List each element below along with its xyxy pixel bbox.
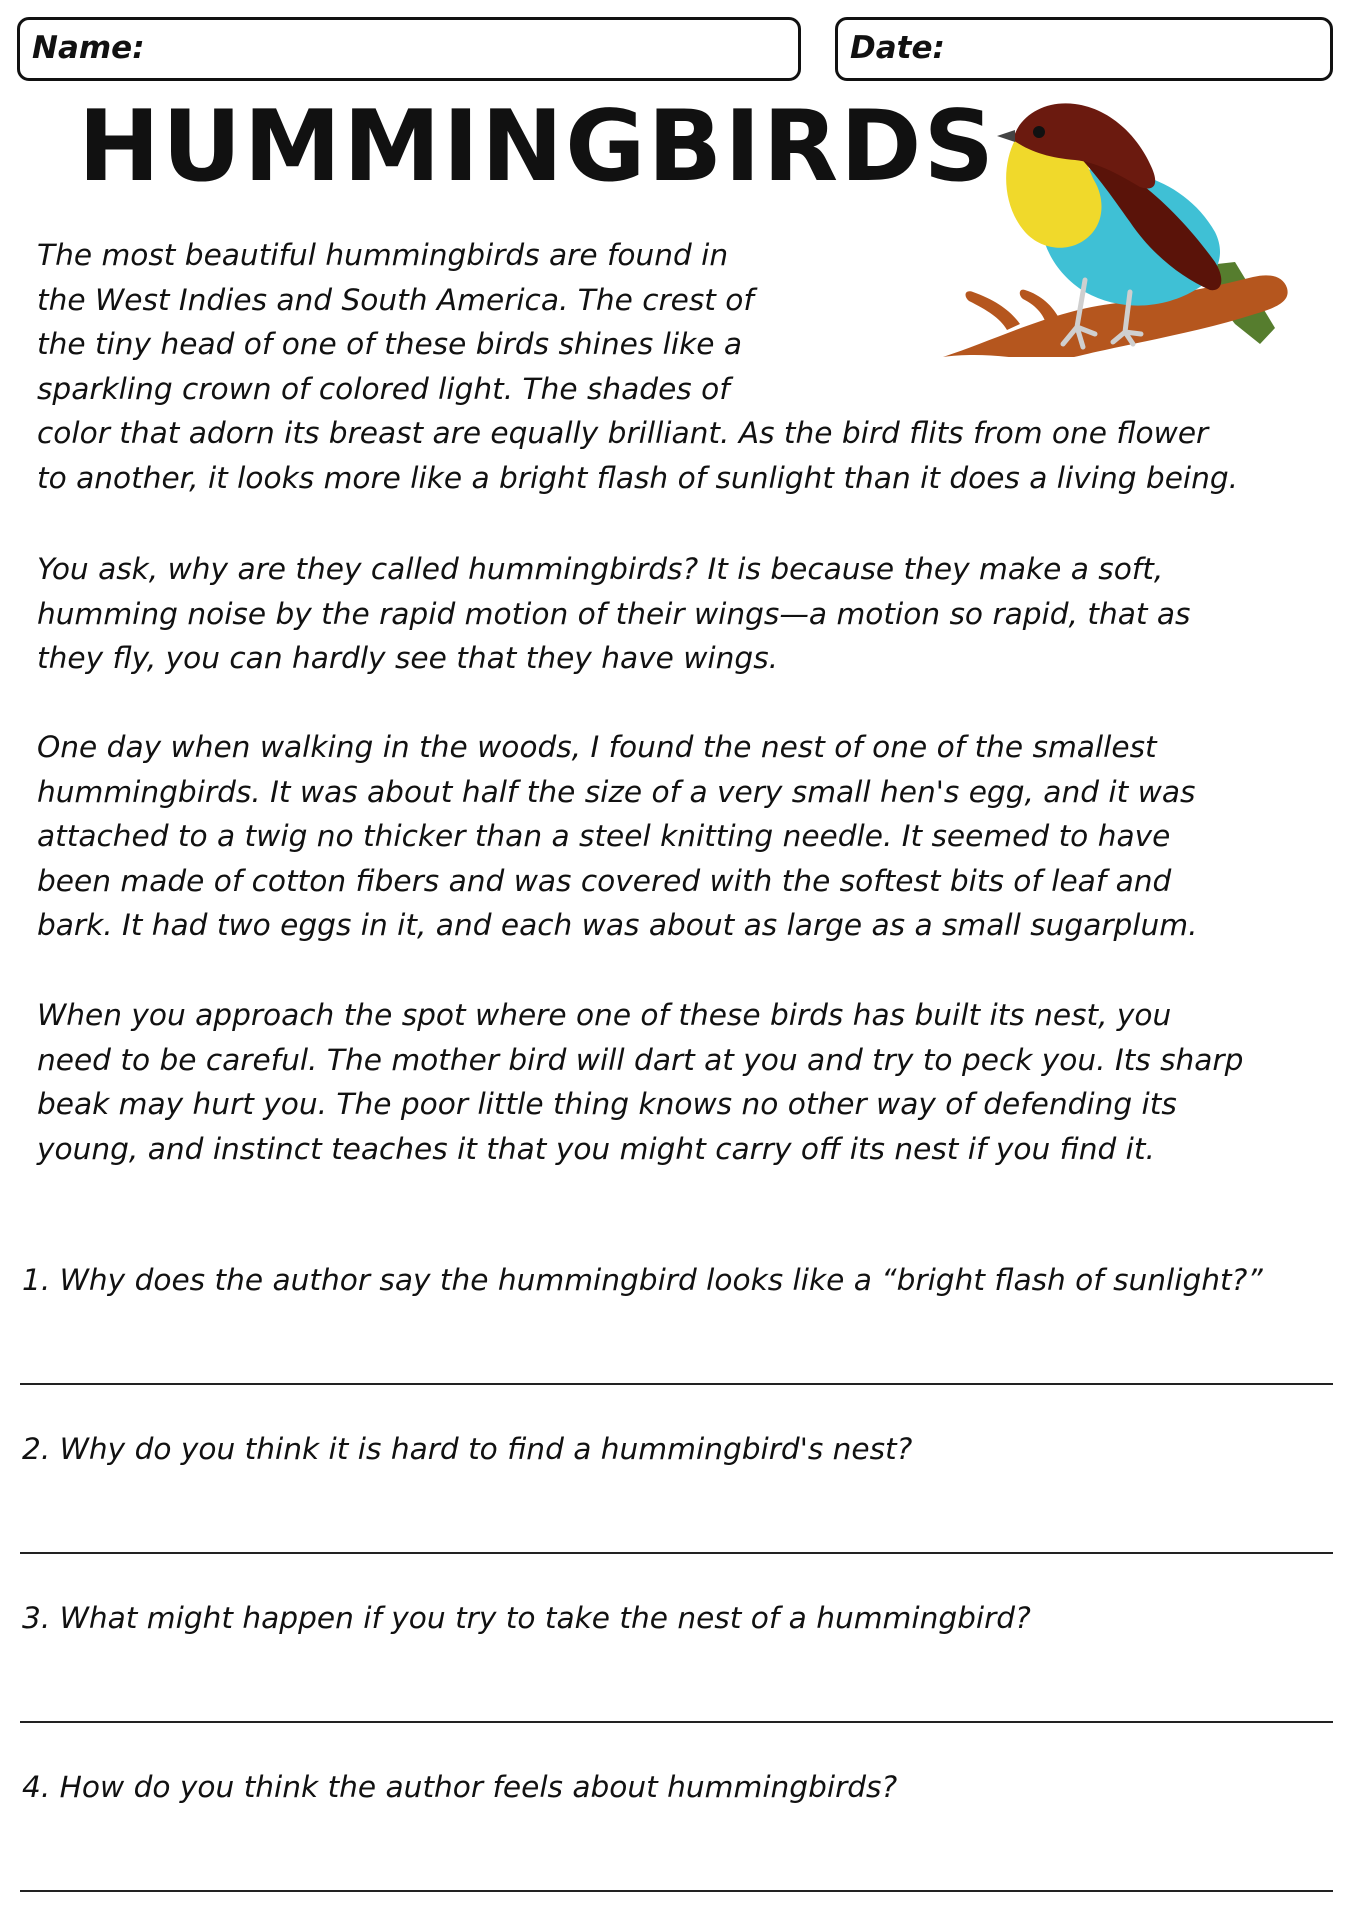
date-field[interactable] bbox=[835, 17, 1333, 81]
worksheet-title: HUMMINGBIRDS bbox=[78, 90, 997, 204]
question-4: 4. How do you think the author feels about hummingbirds? bbox=[22, 1770, 898, 1804]
question-3: 3. What might happen if you try to take the nest of a hummingbird? bbox=[22, 1601, 1031, 1635]
text-line: When you approach the spot where one of these birds has built its nest, you bbox=[37, 998, 1172, 1032]
text-line: sparkling crown of colored light. The shades of bbox=[37, 371, 730, 406]
text-line: color that adorn its breast are equally brilliant. As the bird flits from one flower bbox=[37, 416, 1209, 450]
question-2: 2. Why do you think it is hard to find a hummingbird's nest? bbox=[22, 1432, 913, 1466]
answer-line-1[interactable] bbox=[20, 1383, 1333, 1385]
text-line: The most beautiful hummingbirds are found in bbox=[37, 238, 729, 272]
passage-paragraph-2 bbox=[37, 547, 1190, 681]
name-label: Name: bbox=[32, 30, 145, 66]
text-line: the tiny head of one of these birds shines like a bbox=[37, 327, 743, 361]
name-field[interactable] bbox=[17, 17, 801, 81]
answer-line-2[interactable] bbox=[20, 1552, 1333, 1554]
passage-paragraph-3 bbox=[37, 725, 1198, 948]
bird-beak bbox=[997, 130, 1015, 142]
question-1: 1. Why does the author say the hummingbird looks like a “bright flash of sunlight?” bbox=[22, 1263, 1263, 1297]
text-line: attached to a twig no thicker than a steel knitting needle. It seemed to have bbox=[37, 819, 1171, 853]
text-line: beak may hurt you. The poor little thing knows no other way of defending its bbox=[37, 1087, 1177, 1121]
text-line: need to be careful. The mother bird will dart at you and try to peck you. Its sharp bbox=[37, 1042, 1244, 1077]
text-line: been made of cotton fibers and was covered with the softest bits of leaf and bbox=[37, 863, 1172, 898]
answer-line-3[interactable] bbox=[20, 1721, 1333, 1723]
text-line: humming noise by the rapid motion of their wings—a motion so rapid, that as bbox=[37, 596, 1191, 631]
text-line: to another, it looks more like a bright flash of sunlight than it does a living being. bbox=[37, 460, 1239, 495]
text-line: hummingbirds. It was about half the size of a very small hen's egg, and it was bbox=[37, 774, 1196, 809]
passage-paragraph-1 bbox=[37, 233, 1238, 500]
text-line: young, and instinct teaches it that you might carry off its nest if you find it. bbox=[37, 1131, 1155, 1166]
text-line: One day when walking in the woods, I found the nest of one of the smallest bbox=[37, 730, 1157, 764]
text-line: You ask, why are they called hummingbirds? It is because they make a soft, bbox=[37, 552, 1164, 586]
text-line: the West Indies and South America. The crest of bbox=[37, 282, 754, 317]
text-line: they fly, you can hardly see that they have wings. bbox=[37, 641, 779, 675]
date-label: Date: bbox=[850, 30, 945, 66]
passage-paragraph-4 bbox=[37, 993, 1243, 1171]
answer-line-4[interactable] bbox=[20, 1890, 1333, 1892]
text-line: bark. It had two eggs in it, and each was about as large as a small sugarplum. bbox=[37, 908, 1198, 942]
bird-eye bbox=[1033, 126, 1045, 138]
